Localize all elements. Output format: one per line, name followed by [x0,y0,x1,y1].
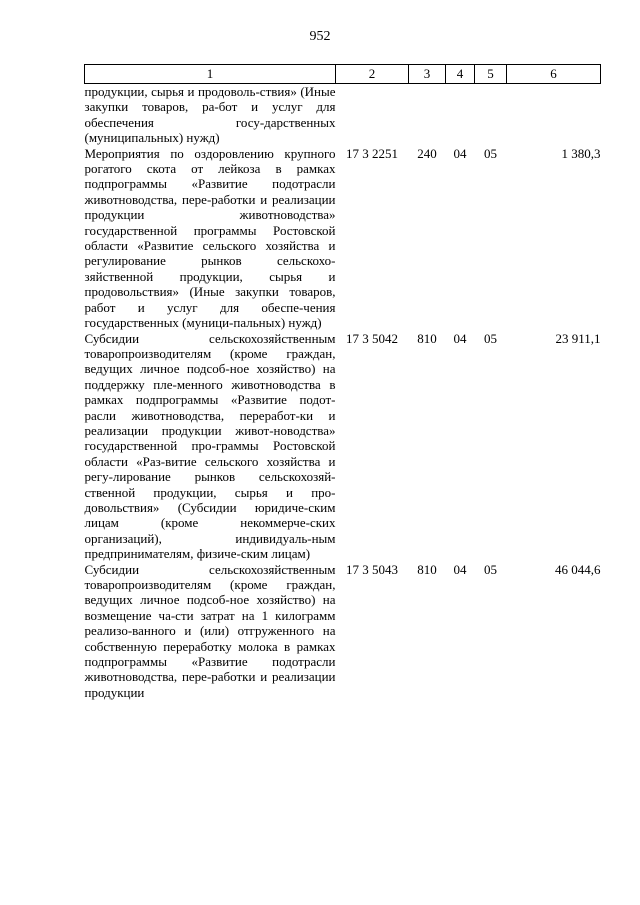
row-rz: 04 [453,145,467,161]
row-rz [446,84,475,146]
row-description: Субсидии сельскохозяйственным товаропроизводителям (кроме граждан, ведущих личное подсоб-ное хозяйство) на возмещение ча-сти затрат на 1 килограмм реализо-ванного и (или) отгруженного на собственную переработку молока в рамках подпрограммы «Развитие подотрасли животноводства, пере-работки и реализации продукции [84,561,336,700]
row-amount: 23 911,1 [555,330,601,346]
row-rz: 04 [453,330,467,346]
row-description: Субсидии сельскохозяйственным товаропроизводителям (кроме граждан, ведущих личное подсоб-ное хозяйство) на поддержку пле-менного животноводства в рамках подпрограммы «Развитие подот-расли животноводства, переработ-ки и реализации продукции живот-новодства» государственной про-граммы Ростовской области «Раз-витие сельского хозяйства и регу-лирование рынков сельскохозяй-ственной продукции, сырья и про-довольствия» (Субсидии юридиче-ским лицам (кроме некоммерче-ских организаций), индивидуаль-ным предпринимателям, физиче-ским лицам) [84,330,336,562]
header-col-3: 3 [409,65,446,84]
row-code: 17 3 2251 [346,145,398,161]
page-number: 952 [309,29,331,44]
table-row [85,331,601,562]
row-rz: 04 [453,561,467,577]
row-pr: 05 [484,145,497,161]
row-amount: 1 380,3 [561,145,601,161]
row-description: продукции, сырья и продоволь-ствия» (Иные закупки товаров, ра-бот и услуг для обеспечения госу-дарственных (муниципальных) нужд) [84,84,336,146]
row-vr: 810 [417,330,437,346]
budget-table [84,64,601,700]
row-amount [507,84,601,146]
table-row [85,562,601,701]
header-col-4: 4 [446,65,475,84]
row-code: 17 3 5042 [346,330,398,346]
row-description: Мероприятия по оздоровлению крупного рогатого скота от лейкоза в рамках подпрограммы «Развитие подотрасли животноводства, пере-работки и реализации продукции животноводства» государственной программы Ростовской области «Развитие сельского хозяйства и регулирование рынков сельскохо-зяйственной продукции, сырья и продовольствия» (Иные закупки товаров, работ и услуг для обеспе-чения государственных (муници-пальных) нужд) [84,145,336,331]
row-code: 17 3 5043 [346,561,398,577]
header-col-2: 2 [336,65,409,84]
row-code [336,84,409,146]
row-pr [475,84,507,146]
header-col-5: 5 [475,65,507,84]
header-col-6: 6 [507,65,601,84]
header-col-1: 1 [85,65,336,84]
table-row [85,146,601,331]
row-vr: 810 [417,561,437,577]
row-vr: 240 [417,145,437,161]
table-header-row [85,65,601,84]
row-pr: 05 [484,561,497,577]
row-pr: 05 [484,330,497,346]
row-vr [409,84,446,146]
row-amount: 46 044,6 [555,561,601,577]
table-row [85,84,601,146]
